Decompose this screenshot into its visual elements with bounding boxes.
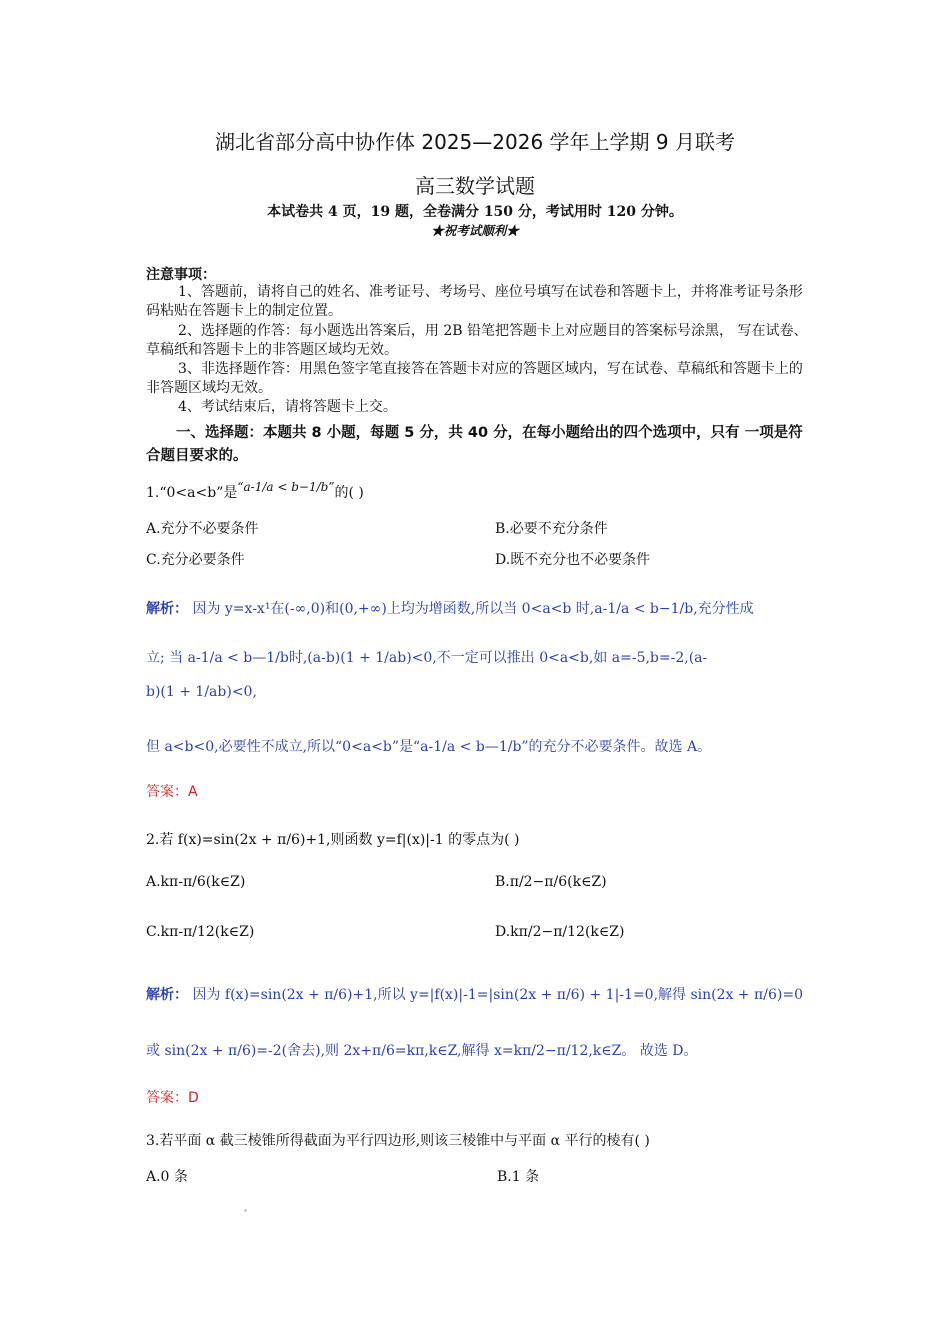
q2-analysis-line-2: 或 sin(2x + π/6)=-2(舍去),则 2x+π/6=kπ,k∈Z,解得 x=kπ/2−π/12,k∈Z。 故选 D。 <box>146 1043 698 1059</box>
q2-analysis-text-1: 因为 f(x)=sin(2x + π/6)+1,所以 y=|f(x)|-1=|sin(2x + π/6) + 1|-1=0,解得 sin(2x + π/6)=0 <box>192 987 803 1003</box>
question-1-stem <box>146 480 364 502</box>
scan-speck <box>244 1209 247 1212</box>
q2-analysis-line-1 <box>146 984 810 1004</box>
q2-option-d: D.kπ/2−π/12(k∈Z) <box>495 924 625 940</box>
q1-option-d: D.既不充分也不必要条件 <box>495 552 651 568</box>
question-2-stem: 2.若 f(x)=sin(2x + π/6)+1,则函数 y=f|(x)|-1 的零点为( ) <box>146 832 520 848</box>
notice-heading: 注意事项： <box>146 267 216 283</box>
notice-item-1: 1、答题前，请将自己的姓名、准考证号、考场号、座位号填写在试卷和答题卡上，并将准考证号条形码粘贴在答题卡上的制定位置。 <box>146 284 803 319</box>
q1-answer: 答案：A <box>146 784 198 800</box>
q2-option-a: A.kπ-π/6(k∈Z) <box>146 874 246 890</box>
good-luck-line: ★祝考试顺利★ <box>431 223 519 238</box>
q1-stem-prefix: 1.“0<a<b”是 <box>146 485 238 501</box>
notice-item-2: 2、选择题的作答：每小题选出答案后，用 2B 铅笔把答题卡上对应题目的答案标号涂黑， 写在试卷、草稿纸和答题卡上的非答题区域均无效。 <box>146 323 808 358</box>
q2-answer: 答案：D <box>146 1090 199 1106</box>
section-title: 一、选择题：本题共 8 小题，每题 5 分，共 40 分，在每小题给出的四个选项中，只有 一项是符合题目要求的。 <box>146 425 803 464</box>
q1-analysis-line-2: 立; 当 a-1/a < b—1/b时,(a-b)(1 + 1/ab)<0,不一定可以推出 0<a<b,如 a=-5,b=-2,(a- <box>146 650 708 666</box>
exam-title: 湖北省部分高中协作体 2025—2026 学年上学期 9 月联考 <box>215 130 735 154</box>
q2-option-c: C.kπ-π/12(k∈Z) <box>146 924 255 940</box>
q1-option-a: A.充分不必要条件 <box>146 521 259 537</box>
q2-option-b: B.π/2−π/6(k∈Z) <box>495 874 607 890</box>
exam-info: 本试卷共 4 页，19 题，全卷满分 150 分，考试用时 120 分钟。 <box>267 204 683 220</box>
q1-option-c: C.充分必要条件 <box>146 552 245 568</box>
q1-analysis-label: 解析： <box>146 601 188 617</box>
q1-stem-expr: “a-1/a < b−1/b” <box>237 480 335 494</box>
exam-subtitle: 高三数学试题 <box>415 174 535 198</box>
q2-analysis-label: 解析： <box>146 987 188 1003</box>
notice-item-3: 3、非选择题作答：用黑色签字笔直接答在答题卡对应的答题区域内，写在试卷、草稿纸和答题卡上的非答题区域均无效。 <box>146 361 803 396</box>
q1-option-b: B.必要不充分条件 <box>495 521 608 537</box>
q1-analysis-text-1: 因为 y=x-x¹在(-∞,0)和(0,+∞)上均为增函数,所以当 0<a<b 时,a-1/a < b−1/b,充分性成 <box>192 601 754 617</box>
q1-stem-suffix: 的( ) <box>334 485 364 501</box>
q1-analysis-line-1 <box>146 598 810 618</box>
q1-analysis-line-4: 但 a<b<0,必要性不成立,所以“0<a<b”是“a-1/a < b—1/b”的充分不必要条件。故选 A。 <box>146 739 712 755</box>
q1-analysis-line-3: b)(1 + 1/ab)<0, <box>146 684 257 700</box>
question-3-stem: 3.若平面 α 截三棱锥所得截面为平行四边形,则该三棱锥中与平面 α 平行的棱有( ) <box>146 1133 650 1149</box>
q3-option-b: B.1 条 <box>497 1169 540 1185</box>
notice-item-4: 4、考试结束后，请将答题卡上交。 <box>178 399 397 415</box>
q3-option-a: A.0 条 <box>146 1169 188 1185</box>
